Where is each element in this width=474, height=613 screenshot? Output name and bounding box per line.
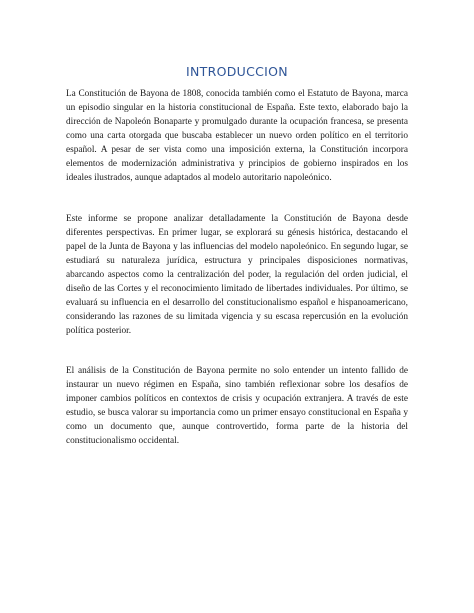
paragraph-1: La Constitución de Bayona de 1808, conocida también como el Estatuto de Bayona, marca un episodio singular en la historia constitucional de España. Este texto, elaborado bajo la dirección de Napoleón Bonaparte y promulgado durante la ocupación francesa, se presenta como una carta otorgada que buscaba establecer un nuevo orden político en el territorio español. A pesar de ser vista como una imposición externa, la Constitución incorpora elementos de modernización administrativa y principios de gobierno inspirados en los ideales ilustrados, aunque adaptados al modelo autoritario napoleónico.: [66, 89, 408, 183]
paragraph-3: El análisis de la Constitución de Bayona permite no solo entender un intento fallido de instaurar un nuevo régimen en España, sino también reflexionar sobre los desafíos de imponer cambios políticos en contextos de crisis y ocupación extranjera. A través de este estudio, se busca valorar su importancia como un primer ensayo constitucional en España y como un documento que, aunque controvertido, forma parte de la historia del constitucionalismo occidental.: [66, 366, 408, 446]
paragraph-2: Este informe se propone analizar detalladamente la Constitución de Bayona desde diferentes perspectivas. En primer lugar, se explorará su génesis histórica, destacando el papel de la Junta de Bayona y las influencias del modelo napoleónico. En segundo lugar, se estudiará su naturaleza jurídica, estructura y principales disposiciones normativas, abarcando aspectos como la centralización del poder, la regulación del orden judicial, el diseño de las Cortes y el reconocimiento limitado de libertades individuales. Por último, se evaluará su influencia en el desarrollo del constitucionalismo español e hispanoamericano, considerando las razones de su limitada vigencia y su escasa repercusión en la evolución política posterior.: [66, 214, 408, 336]
document-title: INTRODUCCION: [186, 64, 288, 79]
